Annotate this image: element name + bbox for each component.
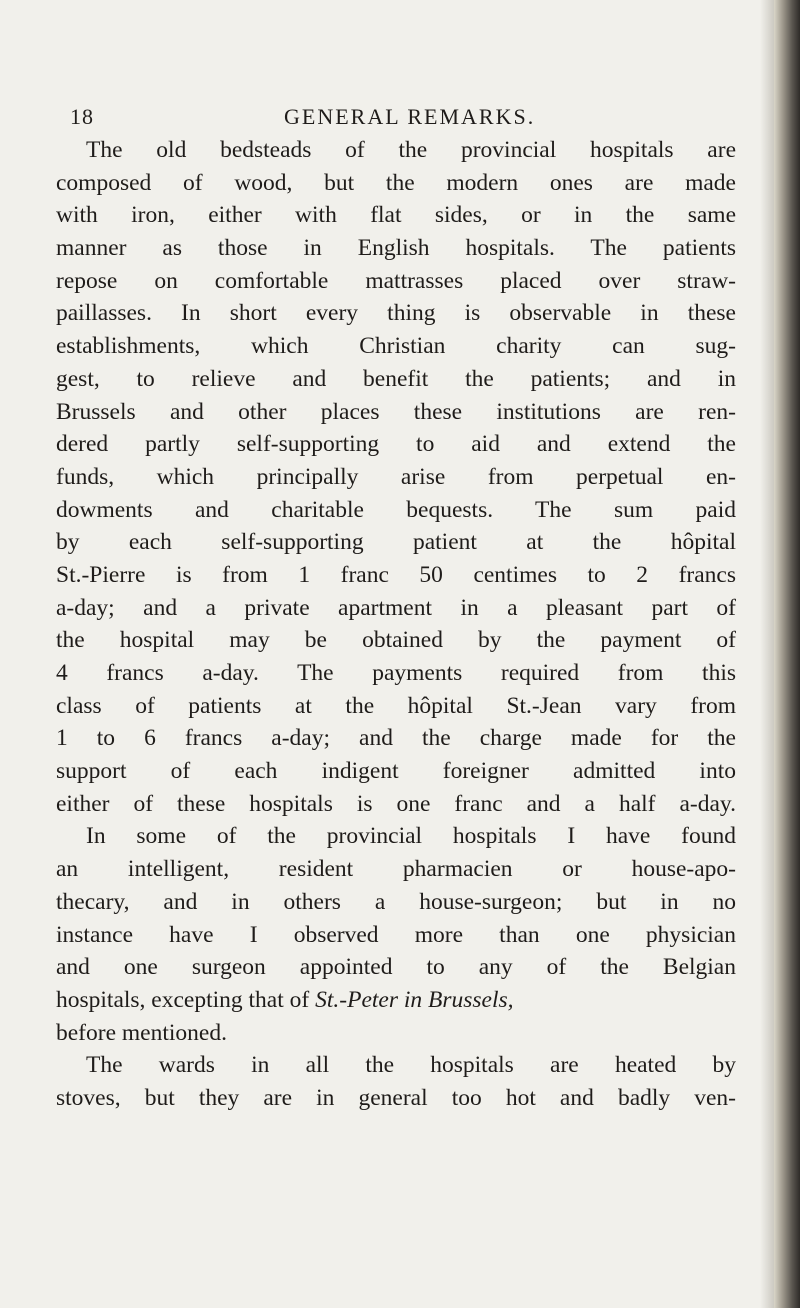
text-line: an intelligent, resident pharmacien or house-apo- bbox=[56, 856, 736, 883]
text-line-start: hospitals, excepting that of bbox=[56, 986, 316, 1013]
text-line: St.-Pierre is from 1 franc 50 centimes to 2 francs bbox=[56, 561, 736, 588]
running-title: GENERAL REMARKS. bbox=[284, 104, 536, 129]
text-line: the hospital may be obtained by the payment of bbox=[56, 627, 736, 654]
running-head bbox=[70, 104, 730, 134]
text-line: composed of wood, but the modern ones are made bbox=[56, 169, 736, 196]
text-line: stoves, but they are in general too hot and badly ven- bbox=[56, 1084, 736, 1111]
text-line: support of each indigent foreigner admitted into bbox=[56, 758, 736, 785]
text-line: thecary, and in others a house-surgeon; but in no bbox=[56, 888, 736, 915]
text-line bbox=[56, 984, 736, 1017]
text-line: 4 francs a-day. The payments required from this bbox=[56, 660, 736, 686]
text-line: In some of the provincial hospitals I have found bbox=[86, 823, 736, 850]
text-line: manner as those in English hospitals. The patients bbox=[56, 235, 736, 262]
text-line: The wards in all the hospitals are heated by bbox=[86, 1052, 736, 1079]
text-line: a-day; and a private apartment in a pleasant part of bbox=[56, 594, 736, 621]
binding-shadow bbox=[760, 0, 774, 1308]
text-line: class of patients at the hôpital St.-Jean vary from bbox=[56, 692, 736, 719]
text-line: before mentioned. bbox=[56, 1019, 227, 1046]
italic-place-name: St.-Peter in Brussels, bbox=[315, 986, 514, 1013]
text-line: paillasses. In short every thing is observable in these bbox=[56, 300, 736, 327]
body-text bbox=[56, 134, 736, 1115]
text-line: 1 to 6 francs a-day; and the charge made for the bbox=[56, 725, 736, 752]
text-line: repose on comfortable mattrasses placed over straw- bbox=[56, 267, 736, 294]
text-line: dered partly self-supporting to aid and extend the bbox=[56, 431, 736, 458]
text-line: gest, to relieve and benefit the patients; and in bbox=[56, 365, 736, 392]
text-line: Brussels and other places these institutions are ren- bbox=[56, 398, 736, 425]
text-line: funds, which principally arise from perpetual en- bbox=[56, 463, 736, 490]
page-binding-edge bbox=[774, 0, 800, 1308]
text-line: dowments and charitable bequests. The sum paid bbox=[56, 496, 736, 523]
text-line: establishments, which Christian charity can sug- bbox=[56, 333, 736, 360]
text-line: The old bedsteads of the provincial hospitals are bbox=[86, 137, 736, 163]
text-line: either of these hospitals is one franc and a half a-day. bbox=[56, 790, 736, 817]
text-line: by each self-supporting patient at the hôpital bbox=[56, 529, 736, 556]
text-line: with iron, either with flat sides, or in the same bbox=[56, 202, 736, 229]
text-line: and one surgeon appointed to any of the Belgian bbox=[56, 954, 736, 981]
page-number: 18 bbox=[70, 104, 94, 129]
text-line: instance have I observed more than one physician bbox=[56, 921, 736, 948]
